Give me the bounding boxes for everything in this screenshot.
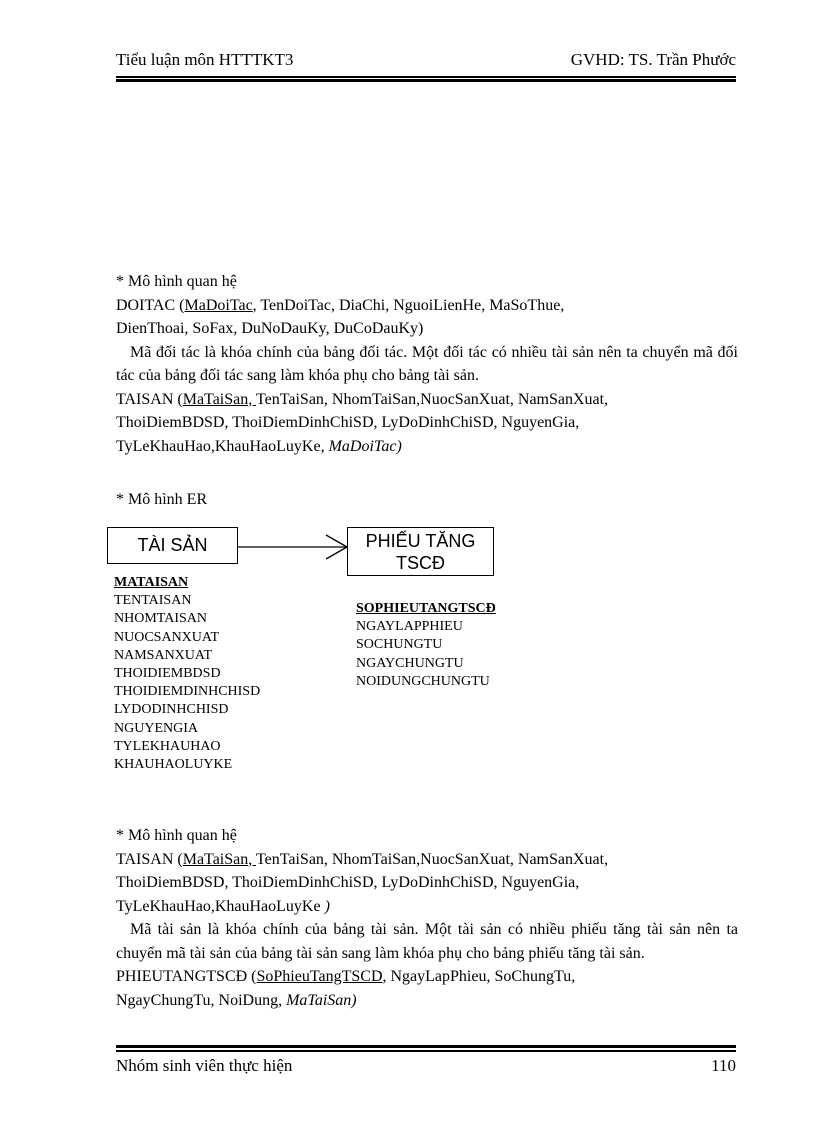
table-name: TAISAN ( [116, 850, 183, 868]
doitac-schema-line2: DienThoai, SoFax, DuNoDauKy, DuCoDauKy) [116, 320, 424, 337]
attributes: TenTaiSan, NhomTaiSan,NuocSanXuat, NamSanXuat, [255, 390, 609, 408]
attribute: KHAUHAOLUYKE [114, 757, 233, 773]
section-title: * Mô hình quan hệ [116, 273, 237, 290]
attribute: NOIDUNGCHUNGTU [356, 673, 490, 689]
entity-key: SOPHIEUTANGTSCĐ [356, 601, 496, 616]
er-title: * Mô hình ER [116, 491, 208, 508]
paragraph: Mã tài sản là khóa chính của bảng tài sản. Một tài sản có nhiều phiếu tăng tài sản nên ta chuyển mã tài sản của bảng tài sản sang làm khóa phụ cho bảng phiếu tăng tài sản. [116, 921, 738, 962]
footer-rule-thin [116, 1050, 736, 1052]
attribute: LYDODINHCHISD [114, 702, 229, 718]
attribute: SOCHUNGTU [356, 637, 443, 653]
primary-key: MaTaiSan, [182, 850, 256, 868]
attribute: TYLEKHAUHAO [114, 738, 221, 754]
header-left: Tiểu luận môn HTTTKT3 [116, 50, 294, 69]
section-title: * Mô hình quan hệ [116, 827, 237, 844]
taisan-schema-line2: ThoiDiemBDSD, ThoiDiemDinhChiSD, LyDoDinhChiSD, NguyenGia, [116, 414, 580, 431]
phieutang-schema [116, 965, 738, 989]
closing-paren: ) [324, 897, 330, 915]
entity-phieutang-label-2: TSCĐ [396, 553, 445, 573]
attribute: NGAYCHUNGTU [356, 655, 464, 671]
foreign-key: MaTaiSan) [286, 991, 357, 1009]
primary-key: MaTaiSan, [182, 390, 256, 408]
entity-phieutang-attributes [356, 600, 496, 691]
taisan-schema-line3 [116, 895, 738, 919]
foreign-key: MaDoiTac) [328, 437, 402, 455]
attribute: THOIDIEMDINHCHISD [114, 684, 261, 700]
entity-phieutang-box [347, 527, 494, 576]
taisan-schema-line2: ThoiDiemBDSD, ThoiDiemDinhChiSD, LyDoDinhChiSD, NguyenGia, [116, 874, 580, 891]
taisan-schema [116, 848, 738, 872]
attributes: , TenDoiTac, DiaChi, NguoiLienHe, MaSoThue, [252, 296, 565, 314]
footer-rule-thick [116, 1045, 736, 1048]
table-name: TAISAN ( [116, 390, 183, 408]
phieutang-schema-line2 [116, 989, 738, 1013]
attribute: TENTAISAN [114, 593, 192, 609]
footer-left: Nhóm sinh viên thực hiện [116, 1056, 293, 1075]
entity-phieutang-label-1: PHIẾU TĂNG [365, 531, 476, 551]
table-name: DOITAC ( [116, 296, 185, 314]
attributes: , NgayLapPhieu, SoChungTu, [382, 968, 576, 985]
paragraph: Mã đối tác là khóa chính của bảng đối tác. Một đối tác có nhiều tài sản nên ta chuyển mã đối tác của bảng đối tác sang làm khóa phụ cho bảng tài sản. [116, 343, 738, 384]
primary-key: SoPhieuTangTSCD [256, 968, 383, 985]
header-right: GVHD: TS. Trần Phước [570, 50, 736, 69]
attributes: TenTaiSan, NhomTaiSan,NuocSanXuat, NamSanXuat, [255, 850, 609, 868]
entity-key: MATAISAN [114, 575, 189, 590]
attributes: TyLeKhauHao,KhauHaoLuyKe [116, 897, 325, 915]
attributes: TyLeKhauHao,KhauHaoLuyKe, [116, 437, 329, 455]
attribute: NGAYLAPPHIEU [356, 619, 463, 635]
table-name: PHIEUTANGTSCĐ ( [116, 968, 257, 985]
attribute: NAMSANXUAT [114, 647, 213, 663]
entity-taisan-box [107, 527, 238, 564]
primary-key: MaDoiTac [184, 296, 253, 314]
attribute: NUOCSANXUAT [114, 629, 220, 645]
relational-model-section-2 [116, 824, 738, 1012]
attribute: THOIDIEMBDSD [114, 666, 221, 682]
entity-taisan-label: TÀI SẢN [137, 535, 208, 555]
attribute: NHOMTAISAN [114, 611, 207, 627]
attribute: NGUYENGIA [114, 720, 198, 736]
entity-taisan-attributes [114, 574, 260, 774]
page-number: 110 [711, 1056, 736, 1075]
attributes: NgayChungTu, NoiDung, [116, 991, 287, 1009]
